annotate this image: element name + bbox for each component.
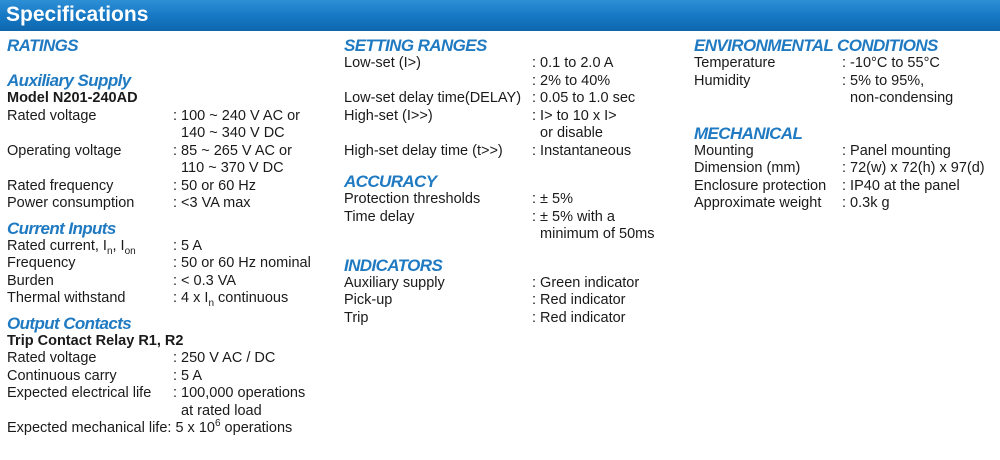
spec-label: Protection thresholds [344, 191, 481, 207]
spec-label: Thermal withstand [7, 290, 126, 306]
spec-label: Enclosure protection [694, 177, 827, 194]
spec-row [694, 73, 994, 108]
spec-value: : 0.1 to 2.0 A : 2% to 40% [532, 55, 614, 89]
spec-label: Temperature [694, 55, 776, 71]
spec-label: High-set delay time (t>>) [344, 142, 503, 159]
section-title-indicators: INDICATORS [344, 255, 443, 275]
spec-value: : Green indicator [532, 274, 640, 291]
column-ratings [7, 36, 337, 438]
spec-label: Pick-up [344, 292, 393, 308]
spec-label: Mounting [694, 142, 754, 159]
spec-value: : 5 x $10^6$ operations [167, 418, 293, 436]
environmental-list [694, 55, 994, 108]
spec-label: High-set (I>>) [344, 107, 433, 124]
subsection-title-output-contacts: Output Contacts [7, 313, 132, 333]
spec-row-frequency [7, 255, 337, 273]
spec-value: : 100,000 operations at rated load [173, 385, 306, 419]
spec-row [694, 55, 994, 73]
spec-value: : < 0.3 VA [173, 272, 237, 289]
spec-row-mechanical-life [7, 420, 337, 438]
spec-row-electrical-life [7, 385, 337, 420]
spec-row [344, 90, 684, 108]
spec-row-rated-current [7, 238, 337, 256]
spec-value: : 5 A [173, 237, 203, 254]
spec-row-continuous-carry [7, 368, 337, 386]
spec-value: : 50 or 60 Hz [173, 177, 257, 194]
spec-row [7, 195, 337, 213]
spec-label: Rated current, $I_n$, $I_{on}$ [7, 237, 136, 257]
section-title-environmental: ENVIRONMENTAL CONDITIONS [694, 36, 938, 55]
spec-row [344, 108, 684, 143]
spec-value: : <3 VA max [173, 195, 251, 211]
spec-row [344, 310, 684, 328]
spec-row [344, 191, 684, 209]
section-title-ratings: RATINGS [7, 36, 79, 55]
subsection-title-auxiliary-supply: Auxiliary Supply [7, 71, 131, 90]
spec-row [7, 143, 337, 178]
spec-value: : 0.3k g [842, 195, 890, 211]
page-title: Specifications [6, 3, 149, 26]
spec-row [344, 292, 684, 310]
spec-label: Dimension (mm) [694, 160, 801, 176]
spec-row-burden [7, 273, 337, 291]
setting-ranges-list [344, 55, 684, 160]
column-settings [344, 36, 684, 327]
relay-label: Trip Contact Relay R1, R2 [7, 332, 184, 349]
spec-label: Rated voltage [7, 107, 97, 124]
spec-label: Low-set (I>) [344, 55, 421, 71]
spec-row [694, 160, 994, 178]
spec-value: : 85 ~ 265 V AC or 110 ~ 370 V DC [173, 142, 292, 176]
spec-value: : 72(w) x 72(h) x 97(d) [842, 160, 985, 176]
spec-label: Time delay [344, 208, 415, 225]
spec-label: Expected electrical life [7, 385, 152, 401]
auxiliary-supply-list [7, 108, 337, 213]
spec-value: : ± 5% with a minimum of 50ms [532, 208, 655, 242]
spec-row [344, 209, 684, 244]
subsection-title-current-inputs: Current Inputs [7, 218, 116, 238]
accuracy-list [344, 191, 684, 244]
spec-row [7, 108, 337, 143]
spec-row [344, 275, 684, 293]
spec-row [7, 178, 337, 196]
column-environment [694, 36, 994, 213]
spec-value: : 4 x $I_n$ continuous [173, 290, 289, 309]
spec-row [694, 143, 994, 161]
spec-row-rated-voltage [7, 350, 337, 368]
model-label: Model N201-240AD [7, 90, 138, 106]
spec-value: : 50 or 60 Hz nominal [173, 255, 311, 271]
section-title-accuracy: ACCURACY [344, 172, 437, 191]
spec-label: Expected mechanical life [7, 420, 168, 436]
spec-value: : 5% to 95%, non-condensing [842, 72, 954, 106]
spec-value: : I> to 10 x I> or disable [532, 107, 617, 141]
spec-label: Approximate weight [694, 195, 822, 211]
spec-label: Trip [344, 309, 369, 326]
spec-label: Rated frequency [7, 177, 114, 194]
spec-value: : 100 ~ 240 V AC or 140 ~ 340 V DC [173, 107, 300, 141]
section-title-setting-ranges: SETTING RANGES [344, 36, 487, 55]
spec-row [694, 195, 994, 213]
spec-value: : 250 V AC / DC [173, 350, 276, 366]
spec-label: Frequency [7, 255, 76, 271]
spec-value: : Panel mounting [842, 142, 951, 159]
spec-row [694, 178, 994, 196]
spec-label: Operating voltage [7, 142, 122, 159]
spec-row-thermal-withstand [7, 290, 337, 308]
section-title-mechanical: MECHANICAL [694, 123, 803, 143]
spec-row [344, 55, 684, 90]
spec-label: Burden [7, 272, 54, 289]
spec-value: : -10°C to 55°C [842, 55, 940, 71]
spec-value: : 0.05 to 1.0 sec [532, 90, 636, 106]
indicators-list [344, 275, 684, 328]
spec-value: : 5 A [173, 367, 203, 384]
mechanical-list [694, 143, 994, 213]
spec-value: : Red indicator [532, 309, 626, 326]
spec-label: Low-set delay time(DELAY) [344, 90, 522, 106]
spec-row [344, 143, 684, 161]
spec-label: Power consumption [7, 195, 135, 211]
header-bar [0, 0, 1000, 31]
spec-label: Humidity [694, 72, 751, 89]
spec-label: Auxiliary supply [344, 274, 445, 291]
spec-value: : ± 5% [532, 191, 574, 207]
spec-value: : Red indicator [532, 292, 626, 308]
spec-value: : IP40 at the panel [842, 177, 960, 194]
spec-label: Rated voltage [7, 350, 97, 366]
spec-label: Continuous carry [7, 367, 117, 384]
spec-value: : Instantaneous [532, 142, 632, 159]
